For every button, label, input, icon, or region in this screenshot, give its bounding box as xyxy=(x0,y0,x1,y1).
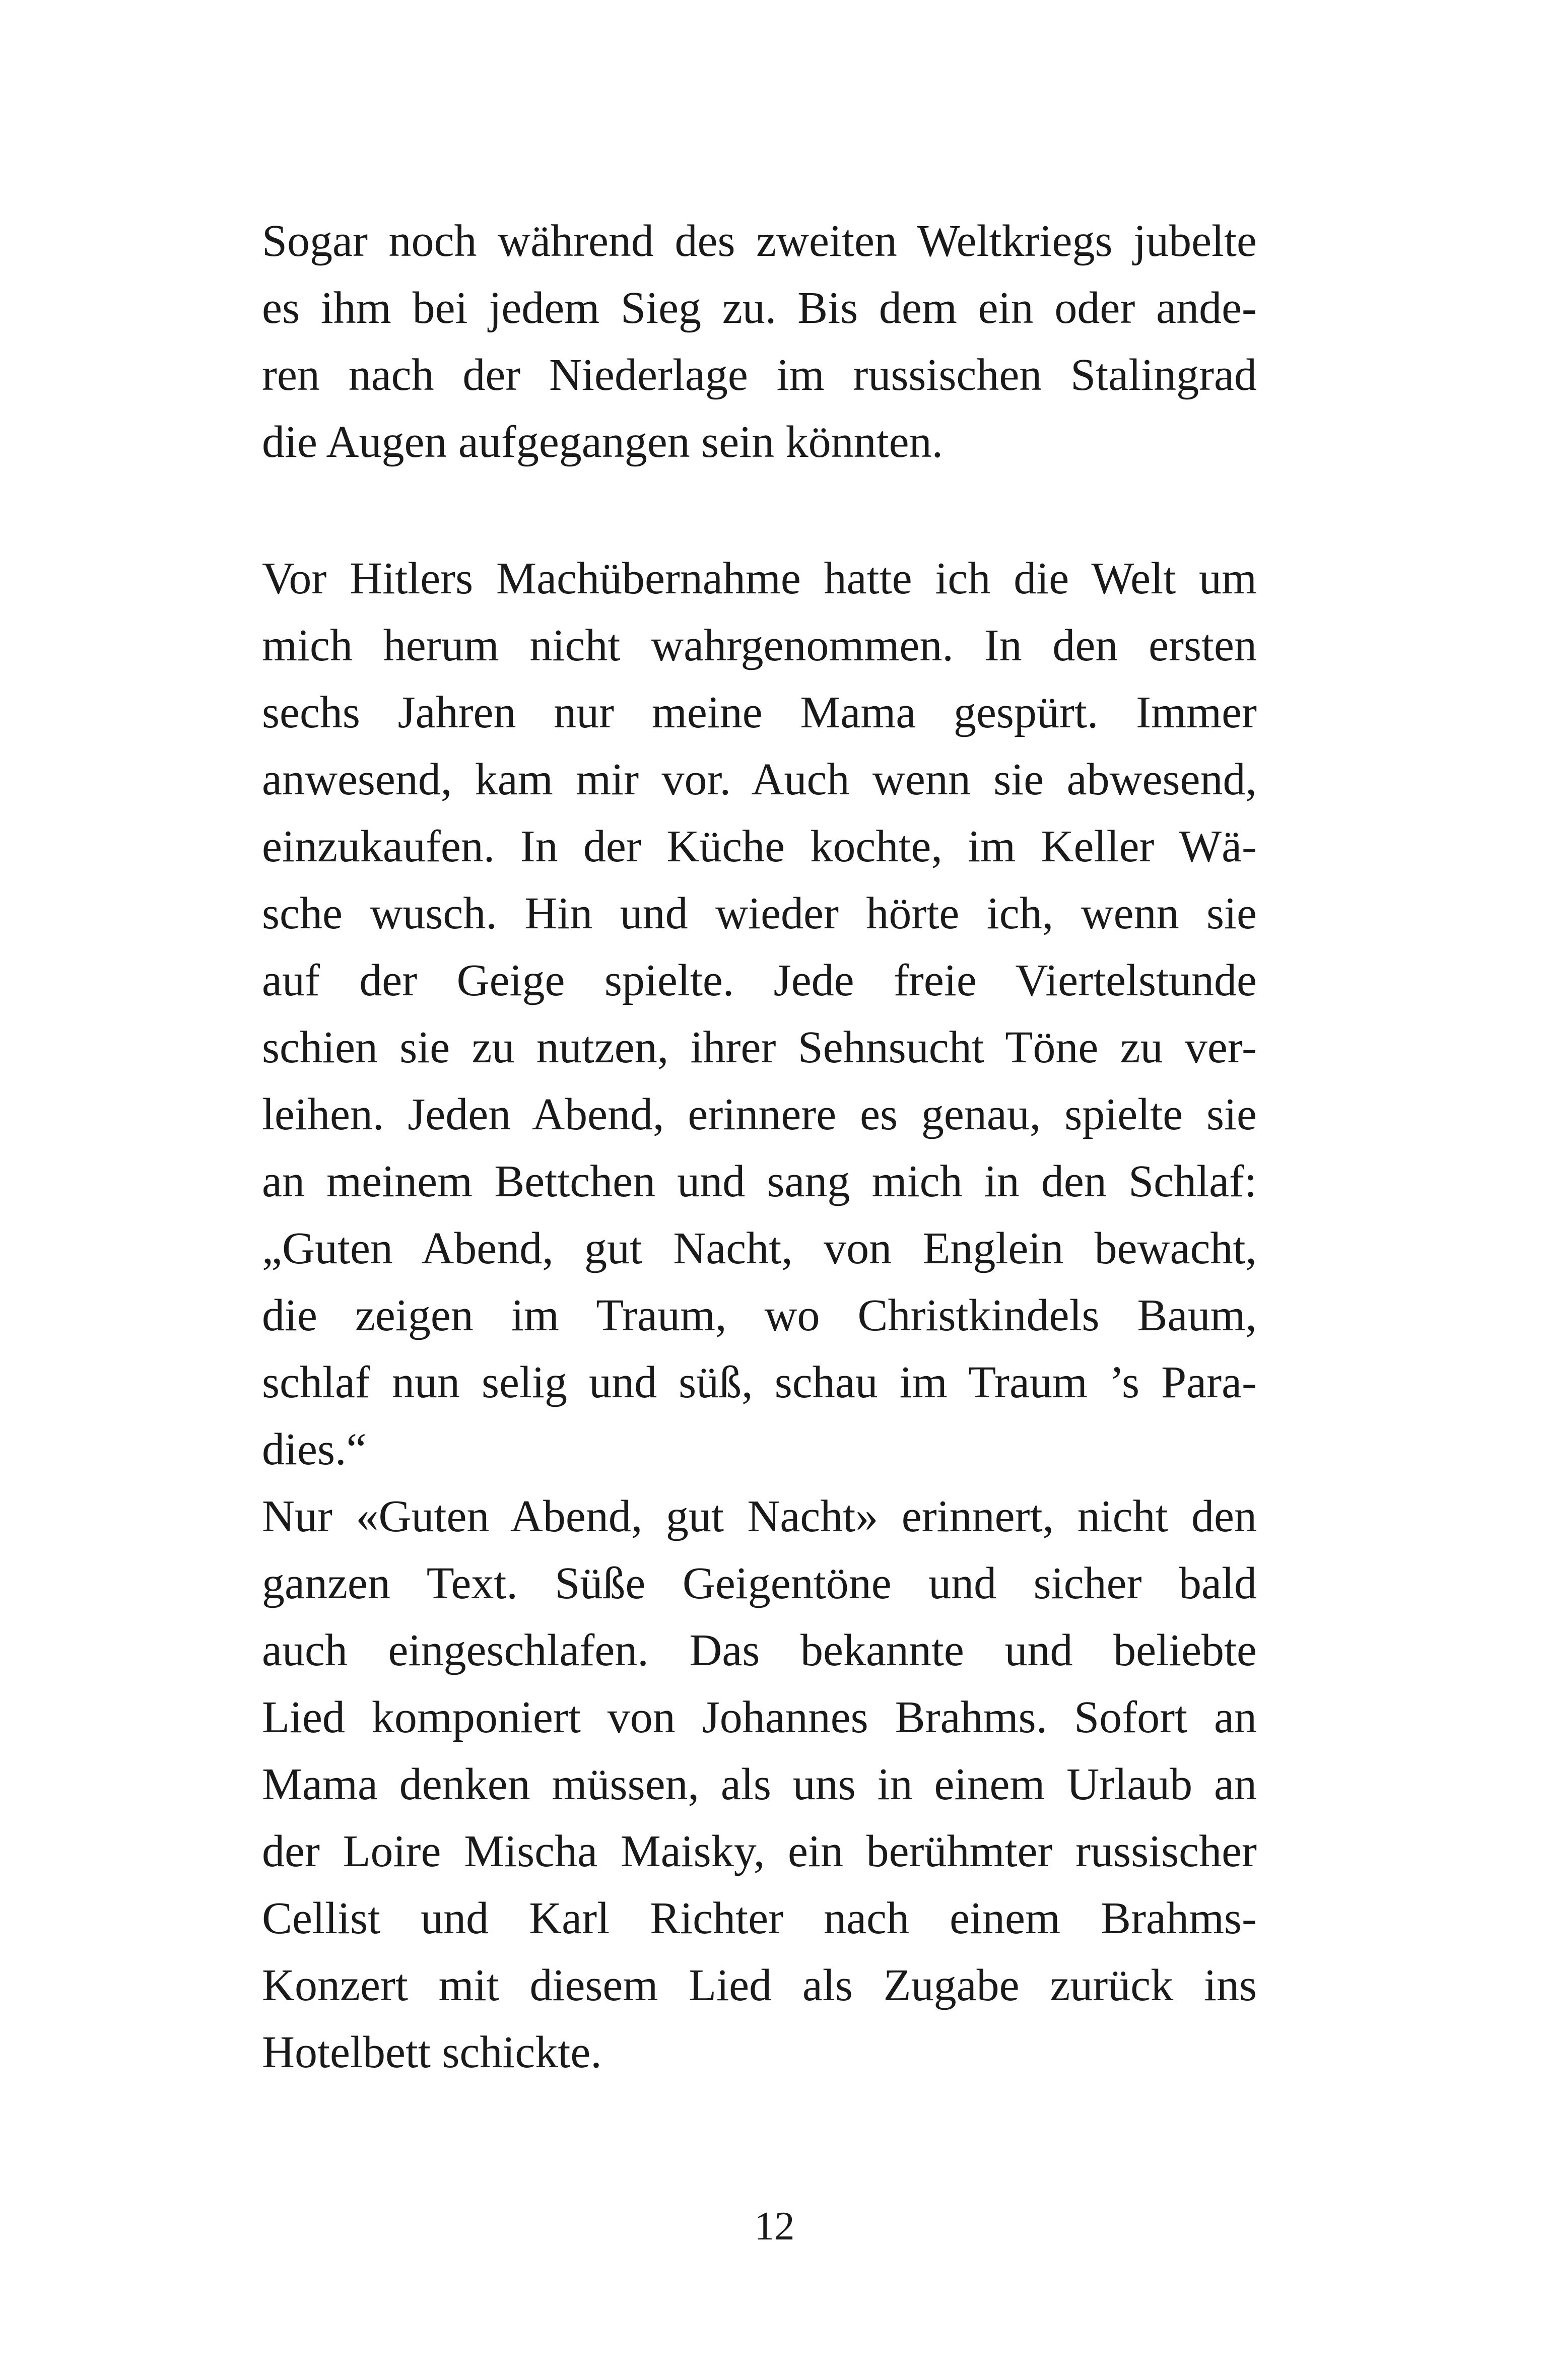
paragraph-2 xyxy=(262,545,1257,2086)
text-line: es ihm bei jedem Sieg zu. Bis dem ein oder ande- xyxy=(262,283,1257,333)
text-line: leihen. Jeden Abend, erinnere es genau, spielte sie xyxy=(262,1090,1257,1139)
text-line: die zeigen im Traum, wo Christkindels Baum, xyxy=(262,1290,1257,1340)
text-line: anwesend, kam mir vor. Auch wenn sie abwesend, xyxy=(262,755,1257,804)
text-line: der Loire Mischa Maisky, ein berühmter russischer xyxy=(262,1826,1257,1876)
text-line: mich herum nicht wahrgenommen. In den ersten xyxy=(262,621,1257,670)
paragraph-1 xyxy=(262,208,1257,475)
text-line: ren nach der Niederlage im russischen Stalingrad xyxy=(262,350,1257,400)
text-line: Vor Hitlers Machübernahme hatte ich die Welt um xyxy=(262,554,1257,603)
text-line: Lied komponiert von Johannes Brahms. Sofort an xyxy=(262,1692,1257,1742)
text-line: auch eingeschlafen. Das bekannte und beliebte xyxy=(262,1625,1257,1675)
text-line: an meinem Bettchen und sang mich in den Schlaf: xyxy=(262,1157,1257,1206)
text-line: sechs Jahren nur meine Mama gespürt. Immer xyxy=(262,688,1257,737)
text-line: Cellist und Karl Richter nach einem Brahms- xyxy=(262,1893,1257,1943)
page-number: 12 xyxy=(754,2204,795,2249)
text-line: einzukaufen. In der Küche kochte, im Keller Wä- xyxy=(262,822,1257,871)
text-line: schlaf nun selig und süß, schau im Traum ’s Para- xyxy=(262,1357,1257,1407)
text-line: ganzen Text. Süße Geigentöne und sicher bald xyxy=(262,1558,1257,1608)
text-line: die Augen aufgegangen sein könnten. xyxy=(262,417,944,467)
text-line: Hotelbett schickte. xyxy=(262,2027,602,2077)
text-line: „Guten Abend, gut Nacht, von Englein bewacht, xyxy=(262,1223,1257,1273)
text-line: Mama denken müssen, als uns in einem Urlaub an xyxy=(262,1759,1257,1809)
text-line: schien sie zu nutzen, ihrer Sehnsucht Töne zu ver- xyxy=(262,1023,1257,1072)
text-line: dies.“ xyxy=(262,1424,367,1474)
text-line: Sogar noch während des zweiten Weltkriegs jubelte xyxy=(262,216,1257,266)
text-line: sche wusch. Hin und wieder hörte ich, wenn sie xyxy=(262,889,1257,938)
text-line: Nur «Guten Abend, gut Nacht» erinnert, nicht den xyxy=(262,1491,1257,1541)
text-line: auf der Geige spielte. Jede freie Viertelstunde xyxy=(262,956,1257,1005)
text-line: Konzert mit diesem Lied als Zugabe zurück ins xyxy=(262,1960,1257,2010)
